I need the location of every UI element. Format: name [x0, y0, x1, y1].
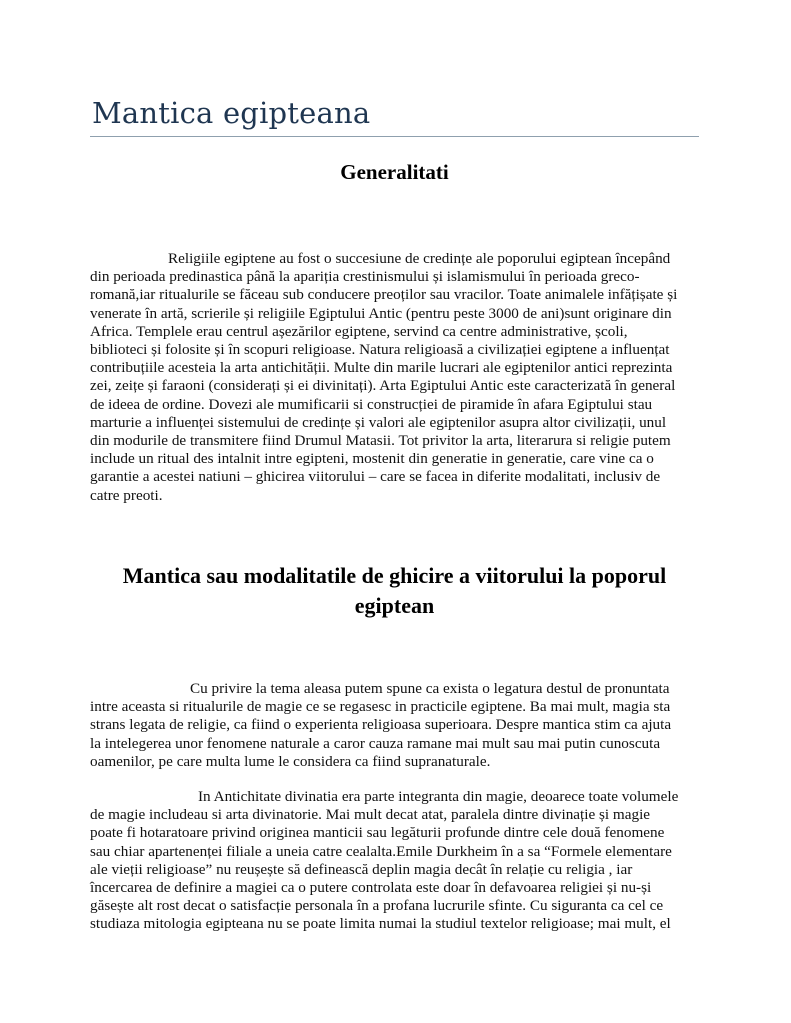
text-line: romană,iar ritualurile se făceau sub conducere preoților sau vracilor. Toate animalele infățișate și [90, 286, 678, 304]
text-line: venerate în artă, scrierile și religiile Egiptului Antic (pentru peste 3000 de ani)sunt originare din [90, 304, 672, 322]
text-line: zei, zeițe și faraoni (considerați și ei divinitați). Arta Egiptului Antic este caracterizată în general [90, 377, 676, 395]
text-line: găsește alt rost decat o satisfacție personala în a profana lucrurile sfinte. Cu siguranta ca cel ce [90, 897, 664, 915]
text-line: studiaza mitologia egipteana nu se poate limita numai la studiul textelor religioase; mai mult, el [90, 915, 671, 933]
text-line: garantie a acestei natiuni – ghicirea viitorului – care se facea in diferite modalitati, inclusiv de [90, 468, 661, 486]
text-line: strans legata de religie, ca fiind o experienta religioasa superioara. Despre mantica stim ca ajuta [90, 716, 672, 734]
heading-line: Mantica sau modalitatile de ghicire a viitorului la poporul [122, 563, 667, 588]
text-line: biblioteci și folosite și în scopuri religioase. Natura religioasă a civilizației egiptene a influențat [90, 341, 670, 359]
text-line: la intelegerea unor fenomene naturale a caror cauza ramane mai mult sau mai putin cunoscuta [90, 734, 661, 752]
text-line: In Antichitate divinatia era parte integranta din magie, deoarece toate volumele [198, 788, 679, 805]
document-title: Mantica egipteana [92, 96, 371, 130]
text-line: intre aceasta si ritualurile de magie ce se regasesc in practicile egiptene. Ba mai mult, magia sta [90, 698, 671, 716]
title-underline-rule [90, 136, 699, 137]
text-line: ale vieții religioase” nu reușește să definească deplin magia decât în relație cu religia , iar [90, 860, 633, 878]
text-line: din perioada predinastica până la apariția crestinismului și islamismului în perioada greco- [90, 268, 640, 286]
paragraph-mantica-intro [90, 680, 699, 771]
text-line: contribuțiile acesteia la arta antichității. Multe din marile lucrari ale egiptenilor antici reprezinta [90, 359, 673, 377]
paragraph-mantica-antichitate [90, 788, 699, 934]
text-line: Religiile egiptene au fost o succesiune de credințe ale poporului egiptean începând [168, 250, 671, 267]
text-line: include un ritual des intalnit intre egipteni, mostenit din generatie in generatie, care vine ca o [90, 450, 654, 468]
heading-line: egiptean [354, 593, 435, 618]
text-line: încercarea de definire a magiei ca o putere controlata este doar în defavoarea religiei și nu-și [90, 879, 652, 897]
text-line: de magie includeau si arta divinatorie. Mai mult decat atat, paralela dintre divinație și magie [90, 806, 651, 824]
text-line: poate fi hotaratoare privind originea manticii sau legăturii profunde dintre cele două fenomene [90, 824, 665, 842]
text-line: Cu privire la tema aleasa putem spune ca exista o legatura destul de pronuntata [190, 680, 670, 697]
paragraph-generalitati [90, 250, 699, 505]
text-line: sau chiar apartenenței filiale a uneia catre cealalta.Emile Durkheim în a sa “Formele elementare [90, 842, 672, 860]
text-line: Africa. Templele erau centrul așezărilor egiptene, servind ca centre administrative, școli, [90, 322, 628, 340]
text-line: din modurile de transmitere fiind Drumul Matasii. Tot privitor la arta, literarura si religie putem [90, 432, 671, 450]
text-line: catre preoti. [90, 486, 163, 504]
text-line: de ideea de ordine. Dovezi ale mumificarii si construcției de piramide în afara Egiptului stau [90, 395, 653, 413]
section-heading-generalitati: Generalitati [340, 160, 449, 184]
text-line: marturie a influenței sistemului de credințe și valori ale egiptenilor asupra altor civilizații, unul [90, 413, 667, 431]
section-heading-mantica [90, 561, 699, 621]
text-line: oamenilor, pe care multa lume le considera ca fiind supranaturale. [90, 752, 491, 770]
